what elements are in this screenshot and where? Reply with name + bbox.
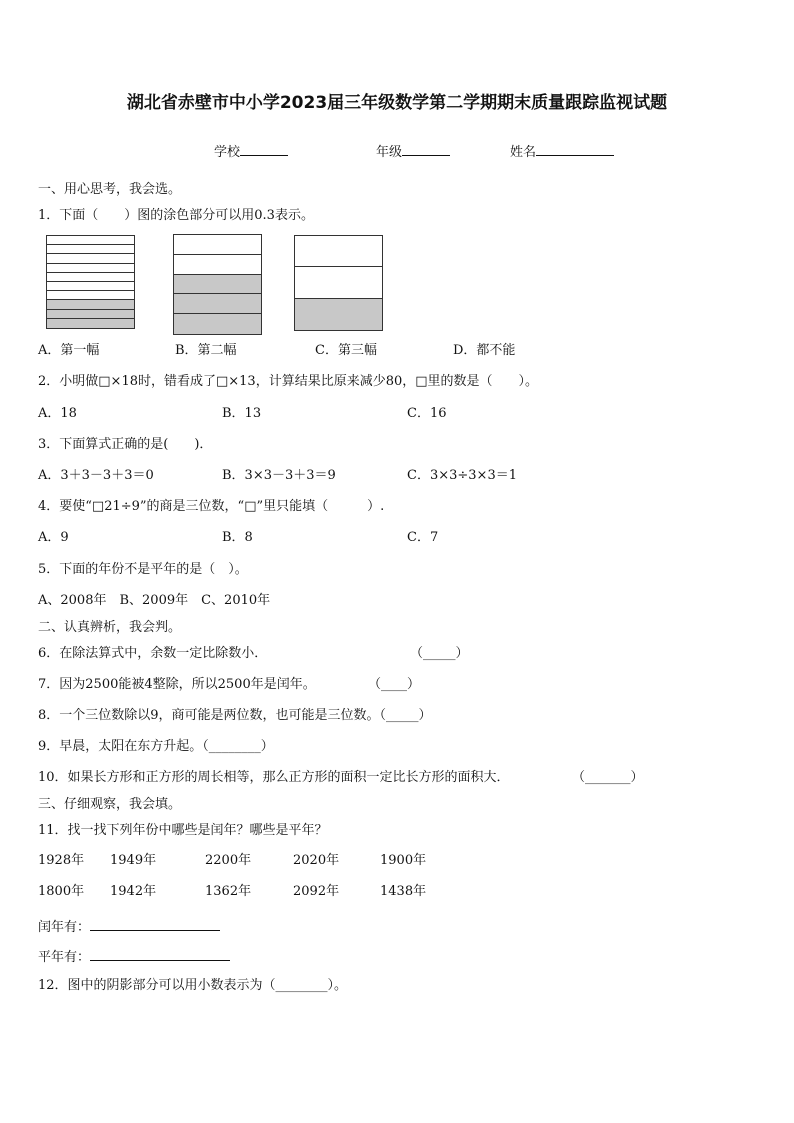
year-item: 1942年 <box>110 884 157 899</box>
grade-blank[interactable] <box>402 142 450 156</box>
figure-strip <box>47 310 134 319</box>
q2-option-b[interactable]: B．13 <box>222 406 262 421</box>
q4-option-c[interactable]: C．7 <box>407 530 439 545</box>
year-item: 1928年 <box>38 853 85 868</box>
q3-option-c[interactable]: C．3×3÷3×3＝1 <box>407 468 517 483</box>
figure-strip <box>174 275 261 295</box>
section-3-heading: 三、仔细观察，我会填。 <box>38 797 182 812</box>
q9-stem: 9．早晨，太阳在东方升起。（________） <box>38 739 274 754</box>
figure-1 <box>46 235 135 329</box>
q10-stem: 10．如果长方形和正方形的周长相等，那么正方形的面积一定比长方形的面积大． <box>38 770 510 785</box>
section-1-heading: 一、用心思考，我会选。 <box>38 182 182 197</box>
name-label: 姓名 <box>510 142 614 161</box>
page-title: 湖北省赤壁市中小学2023届三年级数学第二学期期末质量跟踪监视试题 <box>126 93 668 113</box>
common-years-label: 平年有： <box>38 947 230 966</box>
q10-answer-blank[interactable]: （_______） <box>572 770 644 785</box>
figure-strip <box>174 314 261 334</box>
figure-strip <box>47 236 134 245</box>
q5-options[interactable]: A、2008年 B、2009年 C、2010年 <box>38 593 271 608</box>
figure-strip <box>47 273 134 282</box>
q12-stem: 12．图中的阴影部分可以用小数表示为（________）。 <box>38 978 348 993</box>
grade-label: 年级 <box>376 142 450 161</box>
q2-option-a[interactable]: A．18 <box>38 406 77 421</box>
q1-option-b[interactable]: B．第二幅 <box>175 343 237 358</box>
q11-stem: 11．找一找下列年份中哪些是闰年？哪些是平年？ <box>38 823 328 838</box>
figure-strip <box>47 264 134 273</box>
q5-stem: 5．下面的年份不是平年的是（ ）。 <box>38 562 248 577</box>
year-item: 2092年 <box>293 884 340 899</box>
leap-years-label: 闰年有： <box>38 917 220 936</box>
common-years-blank[interactable] <box>90 947 230 961</box>
figure-strip <box>174 255 261 275</box>
year-item: 2020年 <box>293 853 340 868</box>
figure-strip <box>295 236 382 267</box>
year-item: 1900年 <box>380 853 427 868</box>
q1-option-a[interactable]: A．第一幅 <box>38 343 100 358</box>
name-blank[interactable] <box>536 142 614 156</box>
figure-strip <box>47 319 134 328</box>
year-item: 1949年 <box>110 853 157 868</box>
q4-option-b[interactable]: B．8 <box>222 530 253 545</box>
q2-stem: 2．小明做□×18时，错看成了□×13，计算结果比原来减少80，□里的数是（ ）。 <box>38 374 539 389</box>
q4-stem: 4．要使“□21÷9”的商是三位数，“□”里只能填（ ）. <box>38 499 385 514</box>
q4-option-a[interactable]: A．9 <box>38 530 69 545</box>
q2-option-c[interactable]: C．16 <box>407 406 447 421</box>
q1-option-d[interactable]: D．都不能 <box>453 343 516 358</box>
q1-stem: 1．下面（ ）图的涂色部分可以用0.3表示。 <box>38 208 314 223</box>
year-item: 1362年 <box>205 884 252 899</box>
section-2-heading: 二、认真辨析，我会判。 <box>38 620 182 635</box>
figure-strip <box>47 300 134 309</box>
school-label: 学校 <box>214 142 288 161</box>
figure-strip <box>47 282 134 291</box>
q6-stem: 6．在除法算式中，余数一定比除数小． <box>38 646 268 661</box>
figure-strip <box>47 245 134 254</box>
q1-option-c[interactable]: C．第三幅 <box>315 343 377 358</box>
figure-strip <box>295 299 382 330</box>
leap-years-blank[interactable] <box>90 917 220 931</box>
figure-2 <box>173 234 262 335</box>
figure-strip <box>174 294 261 314</box>
q3-option-b[interactable]: B．3×3－3＋3＝9 <box>222 468 336 483</box>
year-item: 1438年 <box>380 884 427 899</box>
q3-stem: 3．下面算式正确的是( )． <box>38 437 213 452</box>
q8-stem: 8．一个三位数除以9，商可能是两位数，也可能是三位数。（_____） <box>38 708 432 723</box>
figure-strip <box>174 235 261 255</box>
q7-answer-blank[interactable]: （____） <box>368 677 421 692</box>
q3-option-a[interactable]: A．3＋3－3＋3＝0 <box>38 468 154 483</box>
school-blank[interactable] <box>240 142 288 156</box>
figure-strip <box>47 254 134 263</box>
year-item: 2200年 <box>205 853 252 868</box>
q7-stem: 7．因为2500能被4整除，所以2500年是闰年。 <box>38 677 316 692</box>
figure-strip <box>295 267 382 298</box>
figure-3 <box>294 235 383 331</box>
figure-strip <box>47 291 134 300</box>
year-item: 1800年 <box>38 884 85 899</box>
q6-answer-blank[interactable]: （_____） <box>410 646 469 661</box>
